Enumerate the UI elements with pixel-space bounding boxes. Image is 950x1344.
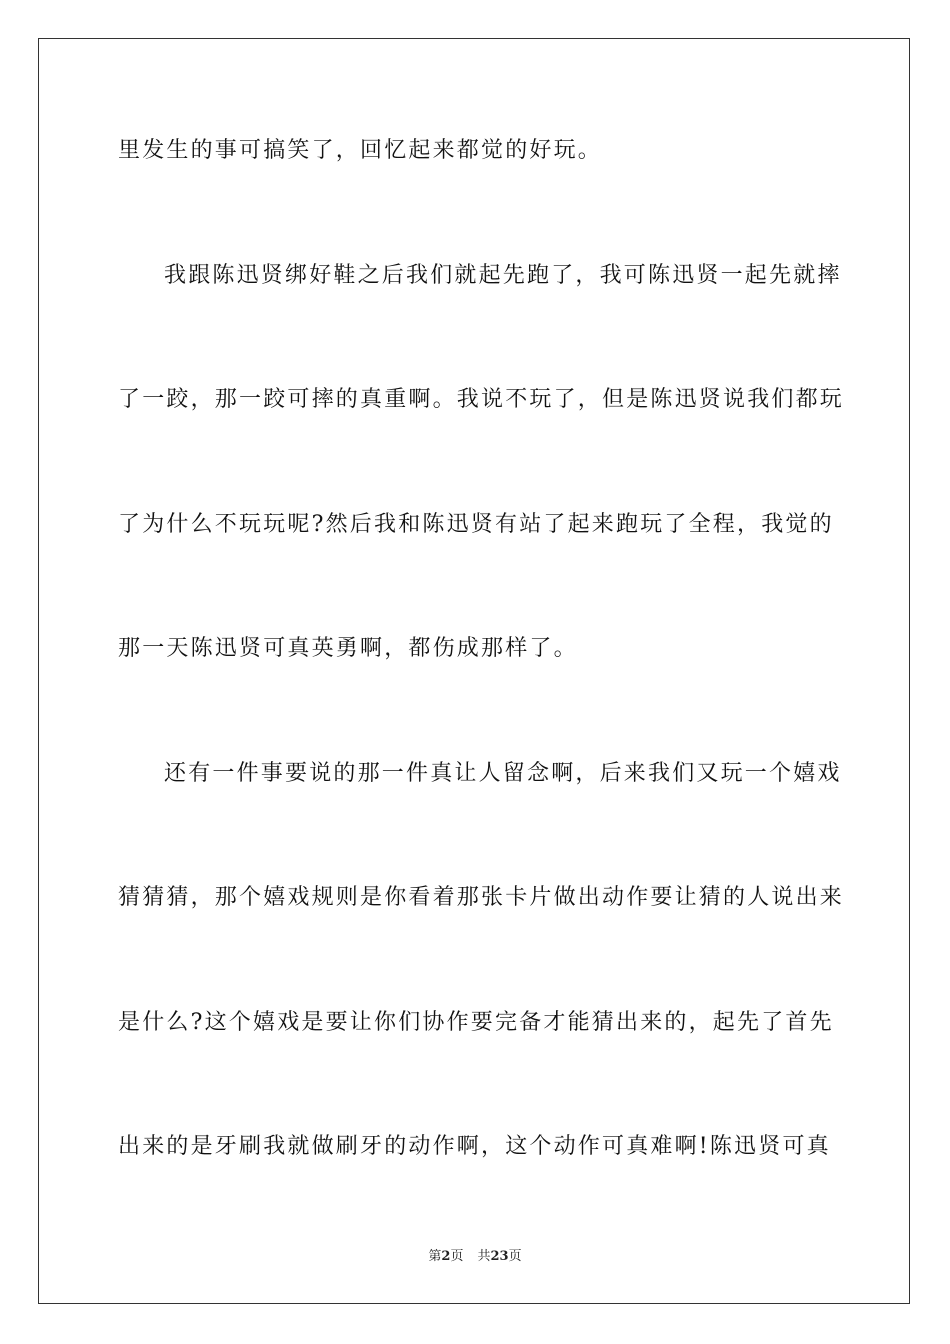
total-pages: 23 — [490, 1249, 509, 1264]
text-line-7: 猜猜猜，那个嬉戏规则是你看着那张卡片做出动作要让猜的人说出来 — [118, 885, 845, 910]
text-line-4: 了为什么不玩玩呢?然后我和陈迅贤有站了起来跑玩了全程，我觉的 — [118, 512, 834, 537]
text-line-1: 里发生的事可搞笑了，回忆起来都觉的好玩。 — [118, 138, 603, 163]
page-suffix: 页 — [450, 1249, 464, 1264]
text-line-3: 了一跤，那一跤可摔的真重啊。我说不玩了，但是陈迅贤说我们都玩 — [118, 387, 845, 412]
page-footer — [0, 1248, 950, 1266]
text-line-5: 那一天陈迅贤可真英勇啊，都伤成那样了。 — [118, 636, 578, 661]
text-line-9: 出来的是牙刷我就做刷牙的动作啊，这个动作可真难啊!陈迅贤可真 — [118, 1134, 831, 1159]
text-line-6: 还有一件事要说的那一件真让人留念啊，后来我们又玩一个嬉戏 — [164, 761, 842, 786]
total-suffix: 页 — [508, 1249, 522, 1264]
total-prefix: 共 — [477, 1249, 491, 1264]
text-line-8: 是什么?这个嬉戏是要让你们协作要完备才能猜出来的，起先了首先 — [118, 1010, 834, 1035]
page-border — [38, 38, 910, 1304]
text-line-2: 我跟陈迅贤绑好鞋之后我们就起先跑了，我可陈迅贤一起先就摔 — [164, 263, 842, 288]
page-number: 2 — [441, 1249, 451, 1264]
page-prefix: 第 — [428, 1249, 442, 1264]
